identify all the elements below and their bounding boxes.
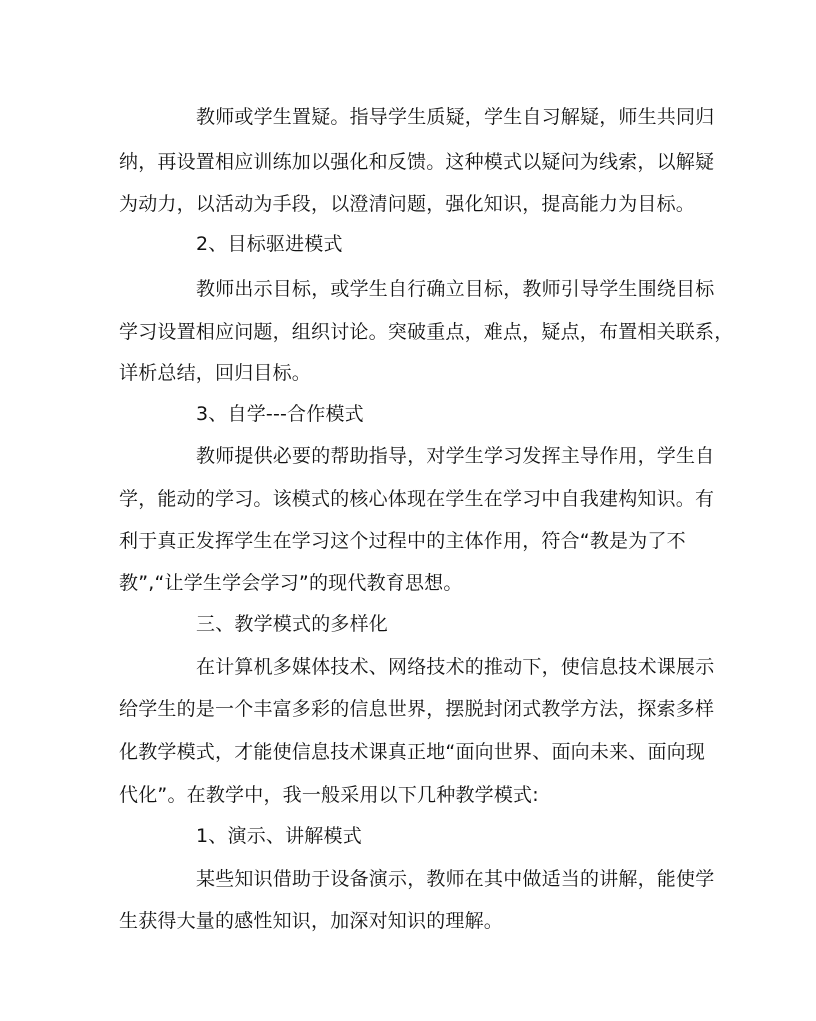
section-heading: 1、演示、讲解模式 — [196, 825, 362, 847]
paragraph-line: 教师提供必要的帮助指导，对学生学习发挥主导作用，学生自 — [196, 445, 715, 467]
paragraph-line: 利于真正发挥学生在学习这个过程中的主体作用，符合“教是为了不 — [119, 530, 686, 552]
paragraph-line: 学，能动的学习。该模式的核心体现在学生在学习中自我建构知识。有 — [119, 488, 715, 510]
paragraph-line: 在计算机多媒体技术、网络技术的推动下，使信息技术课展示 — [196, 656, 715, 678]
paragraph-line: 教师出示目标，或学生自行确立目标，教师引导学生围绕目标 — [196, 278, 715, 300]
paragraph-line: 详析总结，回归目标。 — [119, 362, 312, 384]
paragraph-line: 教师或学生置疑。指导学生质疑，学生自习解疑，师生共同归 — [196, 106, 715, 128]
paragraph-line: 给学生的是一个丰富多彩的信息世界，摆脱封闭式教学方法，探索多样 — [119, 698, 715, 720]
paragraph-line: 化教学模式，才能使信息技术课真正地“面向世界、面向未来、面向现 — [119, 741, 706, 763]
paragraph-line: 纳，再设置相应训练加以强化和反馈。这种模式以疑问为线索，以解疑 — [119, 151, 715, 173]
paragraph-line: 生获得大量的感性知识，加深对知识的理解。 — [119, 910, 504, 932]
paragraph-line: 代化”。在教学中，我一般采用以下几种教学模式: — [119, 784, 539, 806]
paragraph-line: 某些知识借助于设备演示，教师在其中做适当的讲解，能使学 — [196, 868, 715, 890]
paragraph-line: 教”,“让学生学会学习”的现代教育思想。 — [119, 572, 463, 594]
section-heading: 2、目标驱进模式 — [196, 233, 343, 255]
section-heading: 三、教学模式的多样化 — [196, 613, 389, 635]
section-heading: 3、自学---合作模式 — [196, 403, 364, 425]
paragraph-line: 为动力，以活动为手段，以澄清问题，强化知识，提高能力为目标。 — [119, 193, 696, 215]
paragraph-line: 学习设置相应问题，组织讨论。突破重点，难点，疑点，布置相关联系， — [119, 321, 734, 343]
